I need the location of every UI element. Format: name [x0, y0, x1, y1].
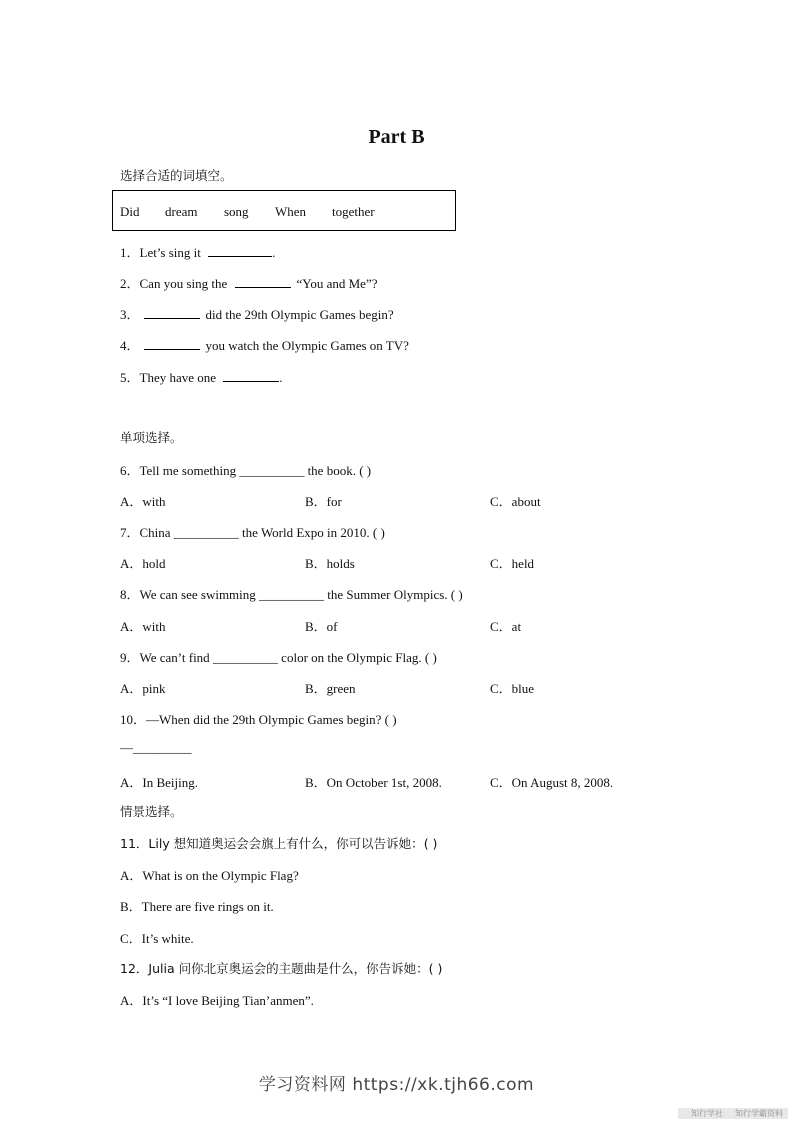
option-a: A．with: [120, 619, 166, 634]
option-c: C．at: [490, 619, 522, 634]
question-2-text: 2．Can you sing the: [120, 276, 228, 291]
answer-blank: [208, 245, 272, 257]
option-a: A．In Beijing.: [120, 775, 198, 790]
question-1-end: .: [272, 245, 276, 260]
question-12: 12．Julia 问你北京奥运会的主题曲是什么，你告诉她：( ): [120, 961, 443, 976]
question-1-text: 1．Let’s sing it: [120, 245, 201, 260]
word-bank-item: together: [332, 204, 375, 219]
option-b: B．of: [305, 619, 338, 634]
question-4: [120, 335, 409, 354]
section1-instruction: 选择合适的词填空。: [120, 168, 233, 183]
option-c: C．blue: [490, 681, 535, 696]
question-9: 9．We can’t find __________ color on the Olympic Flag. ( ): [120, 650, 437, 665]
watermark-badge: 知行学社: [678, 1108, 736, 1119]
answer-blank: [235, 276, 291, 288]
option-a: A．pink: [120, 681, 166, 696]
question-2-end: “You and Me”?: [296, 276, 378, 291]
question-11: 11．Lily 想知道奥运会会旗上有什么，你可以告诉她：( ): [120, 836, 438, 851]
option-c: C．On August 8, 2008.: [490, 775, 614, 790]
answer-line: —_________: [120, 740, 192, 755]
word-bank-box: [112, 190, 456, 231]
option-b: B．for: [305, 494, 342, 509]
question-5-end: .: [279, 370, 283, 385]
option-c: C．It’s white.: [120, 931, 194, 946]
question-3-number: 3．: [120, 307, 140, 322]
question-8: 8．We can see swimming __________ the Summer Olympics. ( ): [120, 587, 463, 602]
word-bank-item: song: [224, 204, 249, 219]
option-a: A．with: [120, 494, 166, 509]
question-10: 10．—When did the 29th Olympic Games begin? ( ): [120, 712, 397, 727]
question-3-text: did the 29th Olympic Games begin?: [205, 307, 394, 322]
word-bank-item: dream: [165, 204, 198, 219]
footer-watermark-url: 学习资料网 https://xk.tjh66.com: [258, 1075, 535, 1095]
answer-blank: [144, 338, 200, 350]
question-5-text: 5．They have one: [120, 370, 217, 385]
question-3: [120, 304, 394, 323]
word-bank-item: When: [275, 204, 307, 219]
option-b: B．green: [305, 681, 356, 696]
page-title: Part B: [368, 126, 425, 148]
question-2: [120, 273, 378, 292]
question-1: [120, 242, 275, 261]
option-a: A．What is on the Olympic Flag?: [120, 868, 299, 883]
option-a: A．It’s “I love Beijing Tian’anmen”.: [120, 993, 314, 1008]
option-b: B．There are five rings on it.: [120, 899, 274, 914]
word-bank-item: Did: [120, 204, 140, 219]
question-5: [120, 367, 283, 386]
question-7: 7．China __________ the World Expo in 2010. ( ): [120, 525, 385, 540]
question-4-text: you watch the Olympic Games on TV?: [205, 338, 409, 353]
watermark-badge: 知行学霸资料: [730, 1108, 788, 1119]
option-b: B．holds: [305, 556, 355, 571]
question-4-number: 4．: [120, 338, 140, 353]
option-b: B．On October 1st, 2008.: [305, 775, 442, 790]
answer-blank: [144, 307, 200, 319]
option-c: C．held: [490, 556, 535, 571]
option-a: A．hold: [120, 556, 166, 571]
question-6: 6．Tell me something __________ the book. ( ): [120, 463, 372, 478]
section2-instruction: 单项选择。: [120, 430, 183, 445]
answer-blank: [223, 370, 279, 382]
option-c: C．about: [490, 494, 541, 509]
section3-instruction: 情景选择。: [120, 804, 183, 819]
